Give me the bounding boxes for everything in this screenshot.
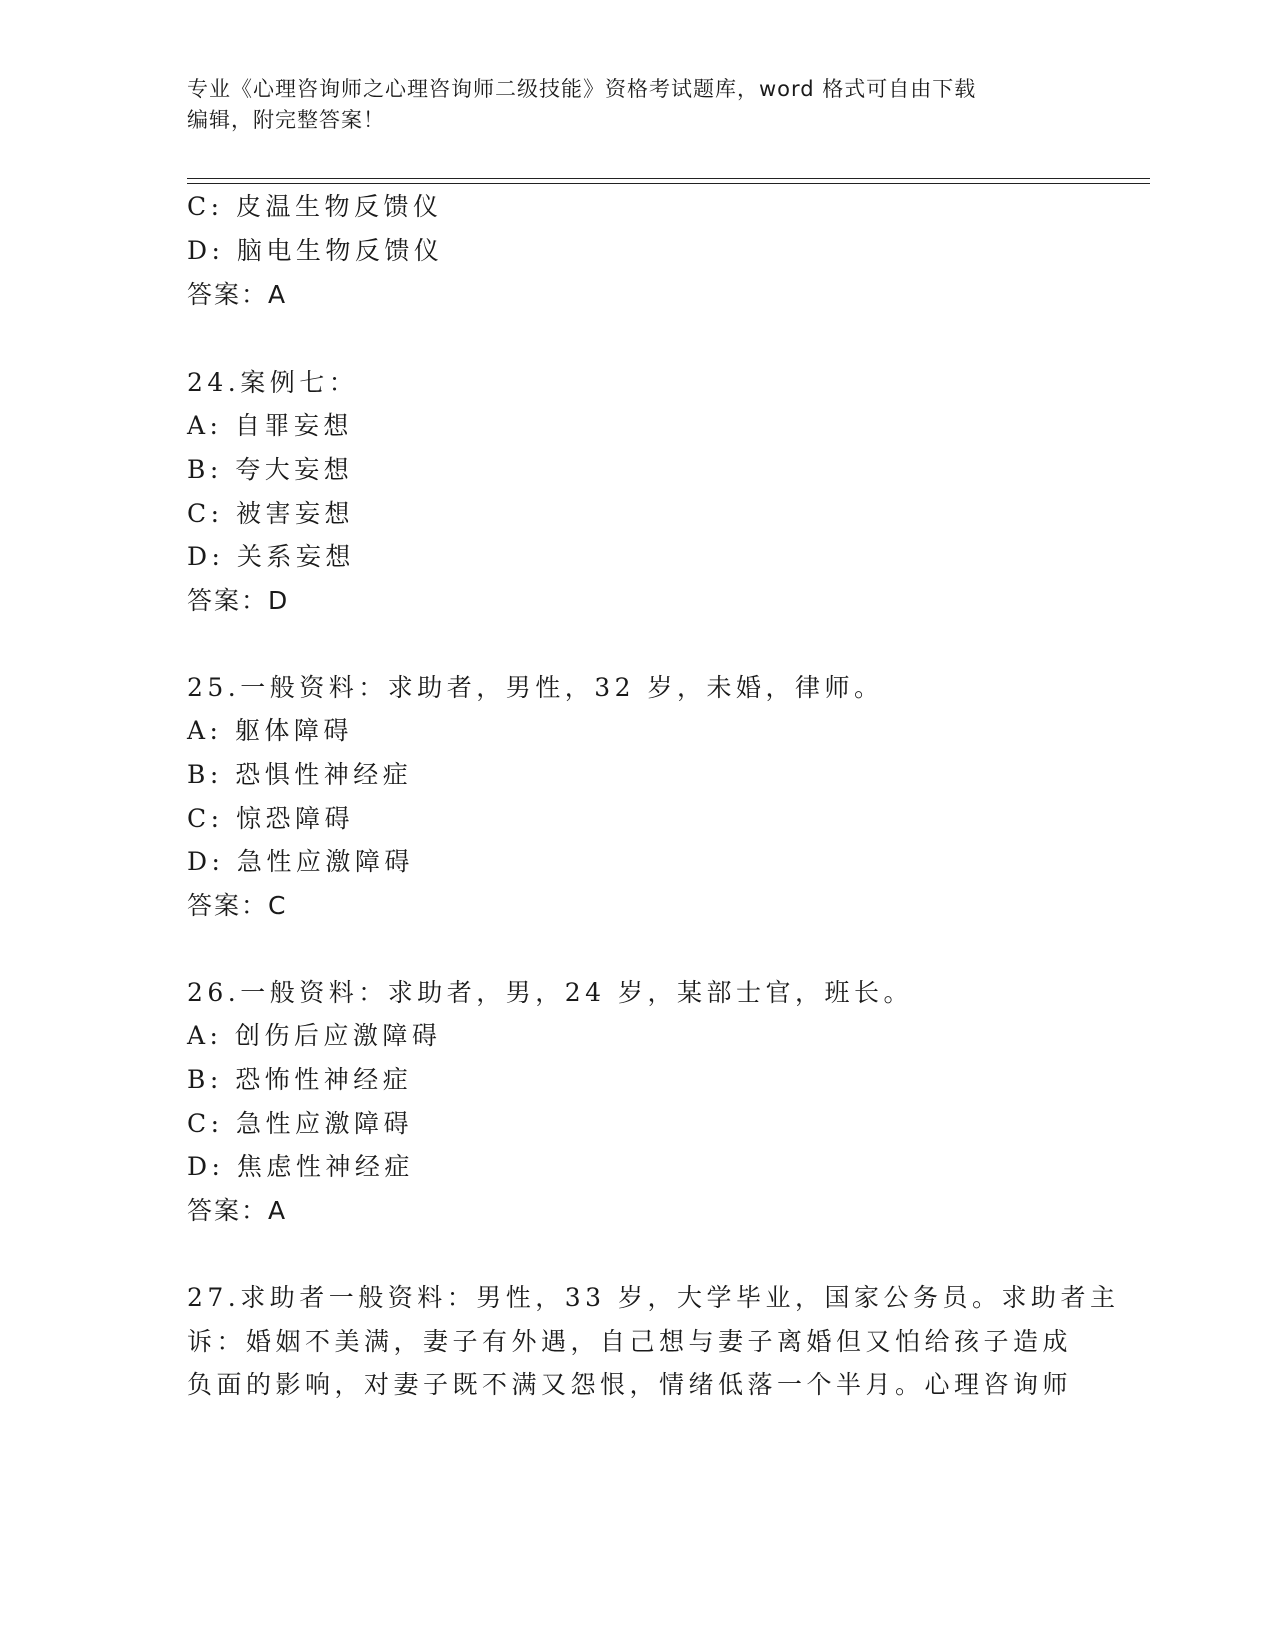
header-rule-top (187, 178, 1150, 179)
q24-answer: 答案：D (187, 586, 290, 615)
q24-option-b: B: 夸大妄想 (187, 455, 354, 484)
q24-option-a: A: 自罪妄想 (187, 411, 353, 440)
q25-stem: 25.一般资料：求助者，男性，32 岁，未婚，律师。 (187, 673, 884, 702)
q25-option-a: A: 躯体障碍 (187, 716, 353, 745)
q27-stem-line-2: 诉：婚姻不美满，妻子有外遇，自己想与妻子离婚但又怕给孩子造成 (187, 1327, 1073, 1356)
q23-option-d: D: 脑电生物反馈仪 (187, 236, 444, 265)
q26-answer: 答案：A (187, 1196, 288, 1225)
q26-stem: 26.一般资料：求助者，男，24 岁，某部士官，班长。 (187, 978, 914, 1007)
q24-option-d: D: 关系妄想 (187, 542, 355, 571)
q26-option-d: D: 焦虑性神经症 (187, 1152, 414, 1181)
q27-stem-line-3: 负面的影响，对妻子既不满又怨恨，情绪低落一个半月。心理咨询师 (187, 1370, 1073, 1399)
q26-option-b: B: 恐怖性神经症 (187, 1065, 413, 1094)
q23-option-c: C: 皮温生物反馈仪 (187, 192, 443, 221)
header-line-2: 编辑，附完整答案！ (187, 108, 385, 132)
q25-option-d: D: 急性应激障碍 (187, 847, 414, 876)
q25-option-c: C: 惊恐障碍 (187, 804, 354, 833)
q24-stem: 24.案例七： (187, 368, 359, 397)
q25-option-b: B: 恐惧性神经症 (187, 760, 413, 789)
q24-option-c: C: 被害妄想 (187, 499, 354, 528)
header-rule-bottom (187, 183, 1150, 184)
q27-stem-line-1: 27.求助者一般资料：男性，33 岁，大学毕业，国家公务员。求助者主 (187, 1283, 1120, 1312)
header-line-1: 专业《心理咨询师之心理咨询师二级技能》资格考试题库，word 格式可自由下载 (187, 77, 977, 101)
q26-option-a: A: 创伤后应激障碍 (187, 1021, 442, 1050)
q23-answer: 答案：A (187, 280, 288, 309)
document-header (187, 74, 1087, 136)
q25-answer: 答案：C (187, 891, 288, 920)
q26-option-c: C: 急性应激障碍 (187, 1109, 413, 1138)
